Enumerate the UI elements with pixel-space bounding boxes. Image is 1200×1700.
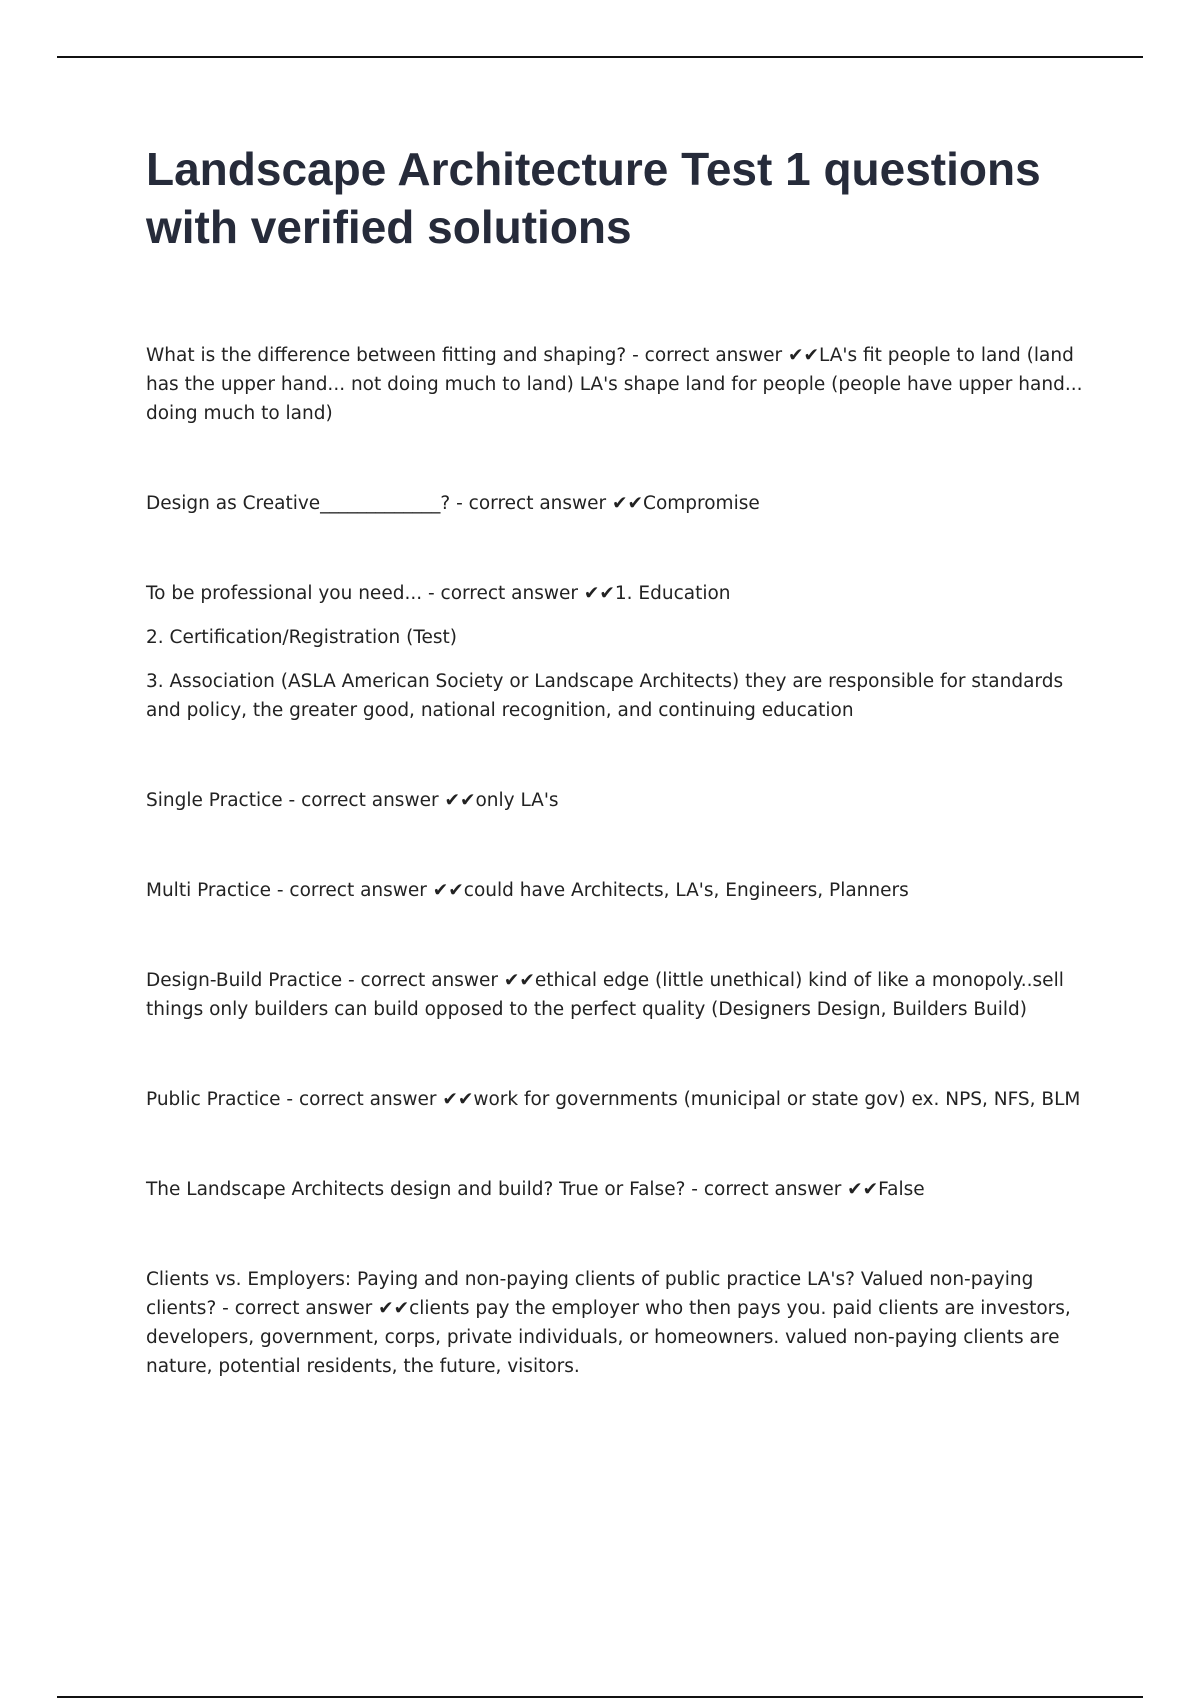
qa-paragraph: What is the difference between fitting and shaping? - correct answer ✔✔LA's fit people to land (land has the upper hand... not doing much to land) LA's shape land for people (people have upper hand... doing much to land) (146, 345, 1083, 424)
document-body (146, 140, 1096, 1442)
qa-paragraph: Multi Practice - correct answer ✔✔could have Architects, LA's, Engineers, Planners (146, 880, 909, 901)
qa-paragraph: Public Practice - correct answer ✔✔work for governments (municipal or state gov) ex. NPS, NFS, BLM (146, 1089, 1081, 1110)
qa-paragraph: Design-Build Practice - correct answer ✔✔ethical edge (little unethical) kind of like a monopoly..sell things only builders can build opposed to the perfect quality (Designers Design, Builders Build) (146, 970, 1064, 1020)
qa-item (146, 1265, 1096, 1381)
qa-item (146, 489, 1096, 518)
qa-item (146, 341, 1096, 428)
qa-paragraph: 3. Association (ASLA American Society or Landscape Architects) they are responsible for standards and policy, the greater good, national recognition, and continuing education (146, 671, 1064, 721)
bottom-rule (57, 1696, 1143, 1698)
qa-item (146, 1175, 1096, 1204)
qa-list (146, 341, 1096, 1381)
qa-item (146, 966, 1096, 1024)
qa-item (146, 1085, 1096, 1114)
qa-item (146, 876, 1096, 905)
qa-paragraph: 2. Certification/Registration (Test) (146, 627, 457, 648)
qa-paragraph: To be professional you need... - correct answer ✔✔1. Education (146, 583, 731, 604)
document-title: Landscape Architecture Test 1 questions with verified solutions (146, 143, 1041, 253)
qa-paragraph: Clients vs. Employers: Paying and non-paying clients of public practice LA's? Valued non-paying clients? - correct answer ✔✔clients pay the employer who then pays you. paid clients are investors, developers, government, corps, private individuals, or homeowners. valued non-paying clients are nature, potential residents, the future, visitors. (146, 1269, 1071, 1377)
qa-paragraph: Design as Creative_____________? - correct answer ✔✔Compromise (146, 493, 760, 514)
qa-paragraph: Single Practice - correct answer ✔✔only LA's (146, 790, 559, 811)
qa-item (146, 786, 1096, 815)
top-rule (57, 56, 1143, 58)
qa-item (146, 579, 1096, 725)
qa-paragraph: The Landscape Architects design and build? True or False? - correct answer ✔✔False (146, 1179, 925, 1200)
